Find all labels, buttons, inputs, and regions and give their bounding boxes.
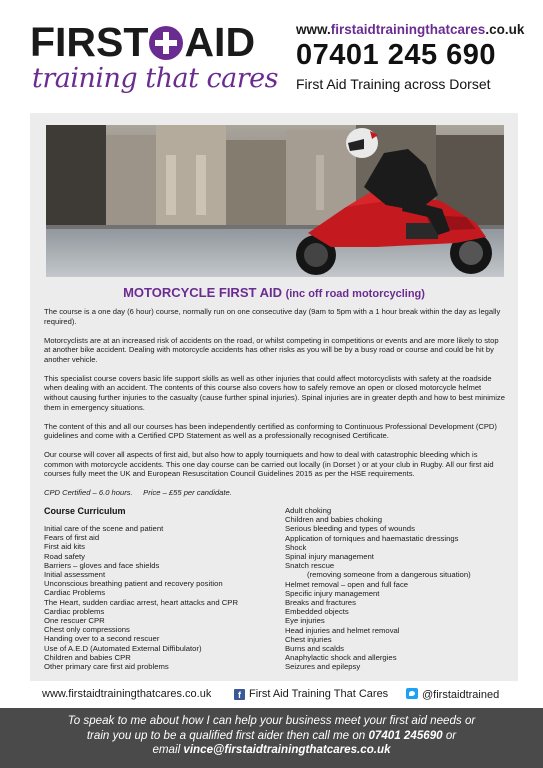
list-item: Barriers – gloves and face shields xyxy=(44,560,160,570)
footer-links xyxy=(0,684,543,706)
list-item: Children and babies choking xyxy=(285,515,383,525)
header-website-link[interactable]: www.firstaidtrainingthatcares.co.uk xyxy=(296,22,525,37)
curriculum-list-left xyxy=(44,524,274,671)
list-item: Initial care of the scene and patient xyxy=(44,524,164,533)
list-item: Shock xyxy=(285,542,307,552)
cta-line: To speak to me about how I can help your business meet your first aid needs or xyxy=(67,714,476,727)
list-item-note: (removing someone from a dangerous situation) xyxy=(307,570,471,580)
list-item: Handing over to a second rescuer xyxy=(44,634,160,644)
list-item: Head injuries and helmet removal xyxy=(285,625,400,635)
list-item: Snatch rescue xyxy=(285,561,335,571)
list-item: Cardiac problems xyxy=(44,606,105,616)
brand-logo[interactable] xyxy=(30,19,278,102)
list-item: Other primary care first aid problems xyxy=(44,662,169,672)
first-aid-cross-icon xyxy=(149,26,183,60)
description-paragraph: This specialist course covers basic life support skills as well as other injuries that could affect motorcyclists with safety at the roadside when dealing with an accident. The contents of this course also covers how to safely remove an open or closed motorcycle helmet without causing further injuries to the casualty (cause further spinal injuries). Spinal injuries are in greater depth and how to best minimize them in emergency situations. xyxy=(44,373,505,412)
curriculum-list-right xyxy=(285,506,507,672)
description-paragraph: The course is a one day (6 hour) course, normally run on one consecutive day (9am to 5pm with a 1 hour break within the day as legally required). xyxy=(44,307,501,326)
course-description xyxy=(44,307,506,507)
header-phone[interactable]: 07401 245 690 xyxy=(296,39,497,71)
pricing-line: CPD Certified – 6.0 hours. Price – £55 per candidate. xyxy=(44,488,232,498)
list-item: Burns and scalds xyxy=(285,644,344,654)
curriculum-heading: Course Curriculum xyxy=(44,506,126,516)
cta-line: email vince@firstaidtrainingthatcares.co.uk xyxy=(152,743,391,757)
list-item: Anaphylactic shock and allergies xyxy=(285,653,397,663)
list-item: Chest injuries xyxy=(285,634,332,644)
list-item: Adult choking xyxy=(285,506,332,515)
contact-block xyxy=(296,22,526,92)
list-item: Breaks and fractures xyxy=(285,598,356,608)
facebook-link[interactable]: f First Aid Training That Cares xyxy=(234,688,388,700)
description-paragraph: Our course will cover all aspects of first aid, but also how to apply tourniquets and how to deal with catastrophic bleeding which is common with motorcycle accidents. This one day course can be carried out locally (in Dorset ) or at your club in Rugby. All our first aid courses fully meet the UK and European Resuscitation Council Guidelines 2015 as per the HSE requirements. xyxy=(44,450,494,479)
list-item: Cardiac Problems xyxy=(44,588,106,598)
list-item: The Heart, sudden cardiac arrest, heart attacks and CPR xyxy=(44,597,238,607)
logo-tagline: training that cares xyxy=(32,63,278,94)
course-panel xyxy=(30,113,518,681)
list-item: Use of A.E.D (Automated External Diffibulator) xyxy=(44,643,202,653)
footer-website-link[interactable]: www.firstaidtrainingthatcares.co.uk xyxy=(42,688,212,700)
list-item: Seizures and epilepsy xyxy=(285,662,361,672)
motorcycle-photo xyxy=(46,125,504,277)
list-item: Eye injuries xyxy=(285,616,325,626)
list-item: One rescuer CPR xyxy=(44,616,105,626)
service-area: First Aid Training across Dorset xyxy=(296,76,491,92)
list-item: Road safety xyxy=(44,551,86,561)
description-paragraph: The content of this and all our courses has been independently certified as conforming to Continuous Professional Development (CPD) guidelines and come with a Certified CPD Statement as well as a professionally recognised Certificate. xyxy=(44,421,497,441)
page-header xyxy=(0,0,543,112)
list-item: Application of torniques and haemastatic dressings xyxy=(285,533,459,543)
logo-wordmark: FIRST AID xyxy=(30,19,256,65)
cta-line: train you up to be a qualified first aider then call me on 07401 245690 or xyxy=(86,728,457,742)
list-item: First aid kits xyxy=(44,542,86,552)
list-item: Chest only compressions xyxy=(44,625,130,635)
list-item: Serious bleeding and types of wounds xyxy=(285,524,415,534)
list-item: Children and babies CPR xyxy=(44,652,131,662)
description-paragraph: Motorcyclists are at an increased risk of accidents on the road, or whilst competing in competitions or events and are more likely to stop at another bike accident. Dealing with motorcycle accidents has other risks as you will be by a busy road or course and could be hit by another vehicle. xyxy=(44,335,499,364)
list-item: Spinal injury management xyxy=(285,552,374,562)
facebook-icon: f xyxy=(234,689,245,700)
list-item: Fears of first aid xyxy=(44,533,100,543)
call-to-action-bar xyxy=(0,708,543,768)
list-item: Initial assessment xyxy=(44,570,106,580)
cta-phone[interactable]: 07401 245690 xyxy=(368,728,443,742)
twitter-icon xyxy=(406,688,418,699)
list-item: Helmet removal – open and full face xyxy=(285,579,409,589)
list-item: Embedded objects xyxy=(285,607,349,617)
course-title: MOTORCYCLE FIRST AID (inc off road motorcycling) xyxy=(123,285,425,300)
list-item: Unconscious breathing patient and recovery position xyxy=(44,579,223,589)
twitter-link[interactable]: @firstaidtrained xyxy=(406,688,499,701)
list-item: Specific injury management xyxy=(285,588,380,598)
cta-email-link[interactable]: vince@firstaidtrainingthatcares.co.uk xyxy=(183,743,391,757)
